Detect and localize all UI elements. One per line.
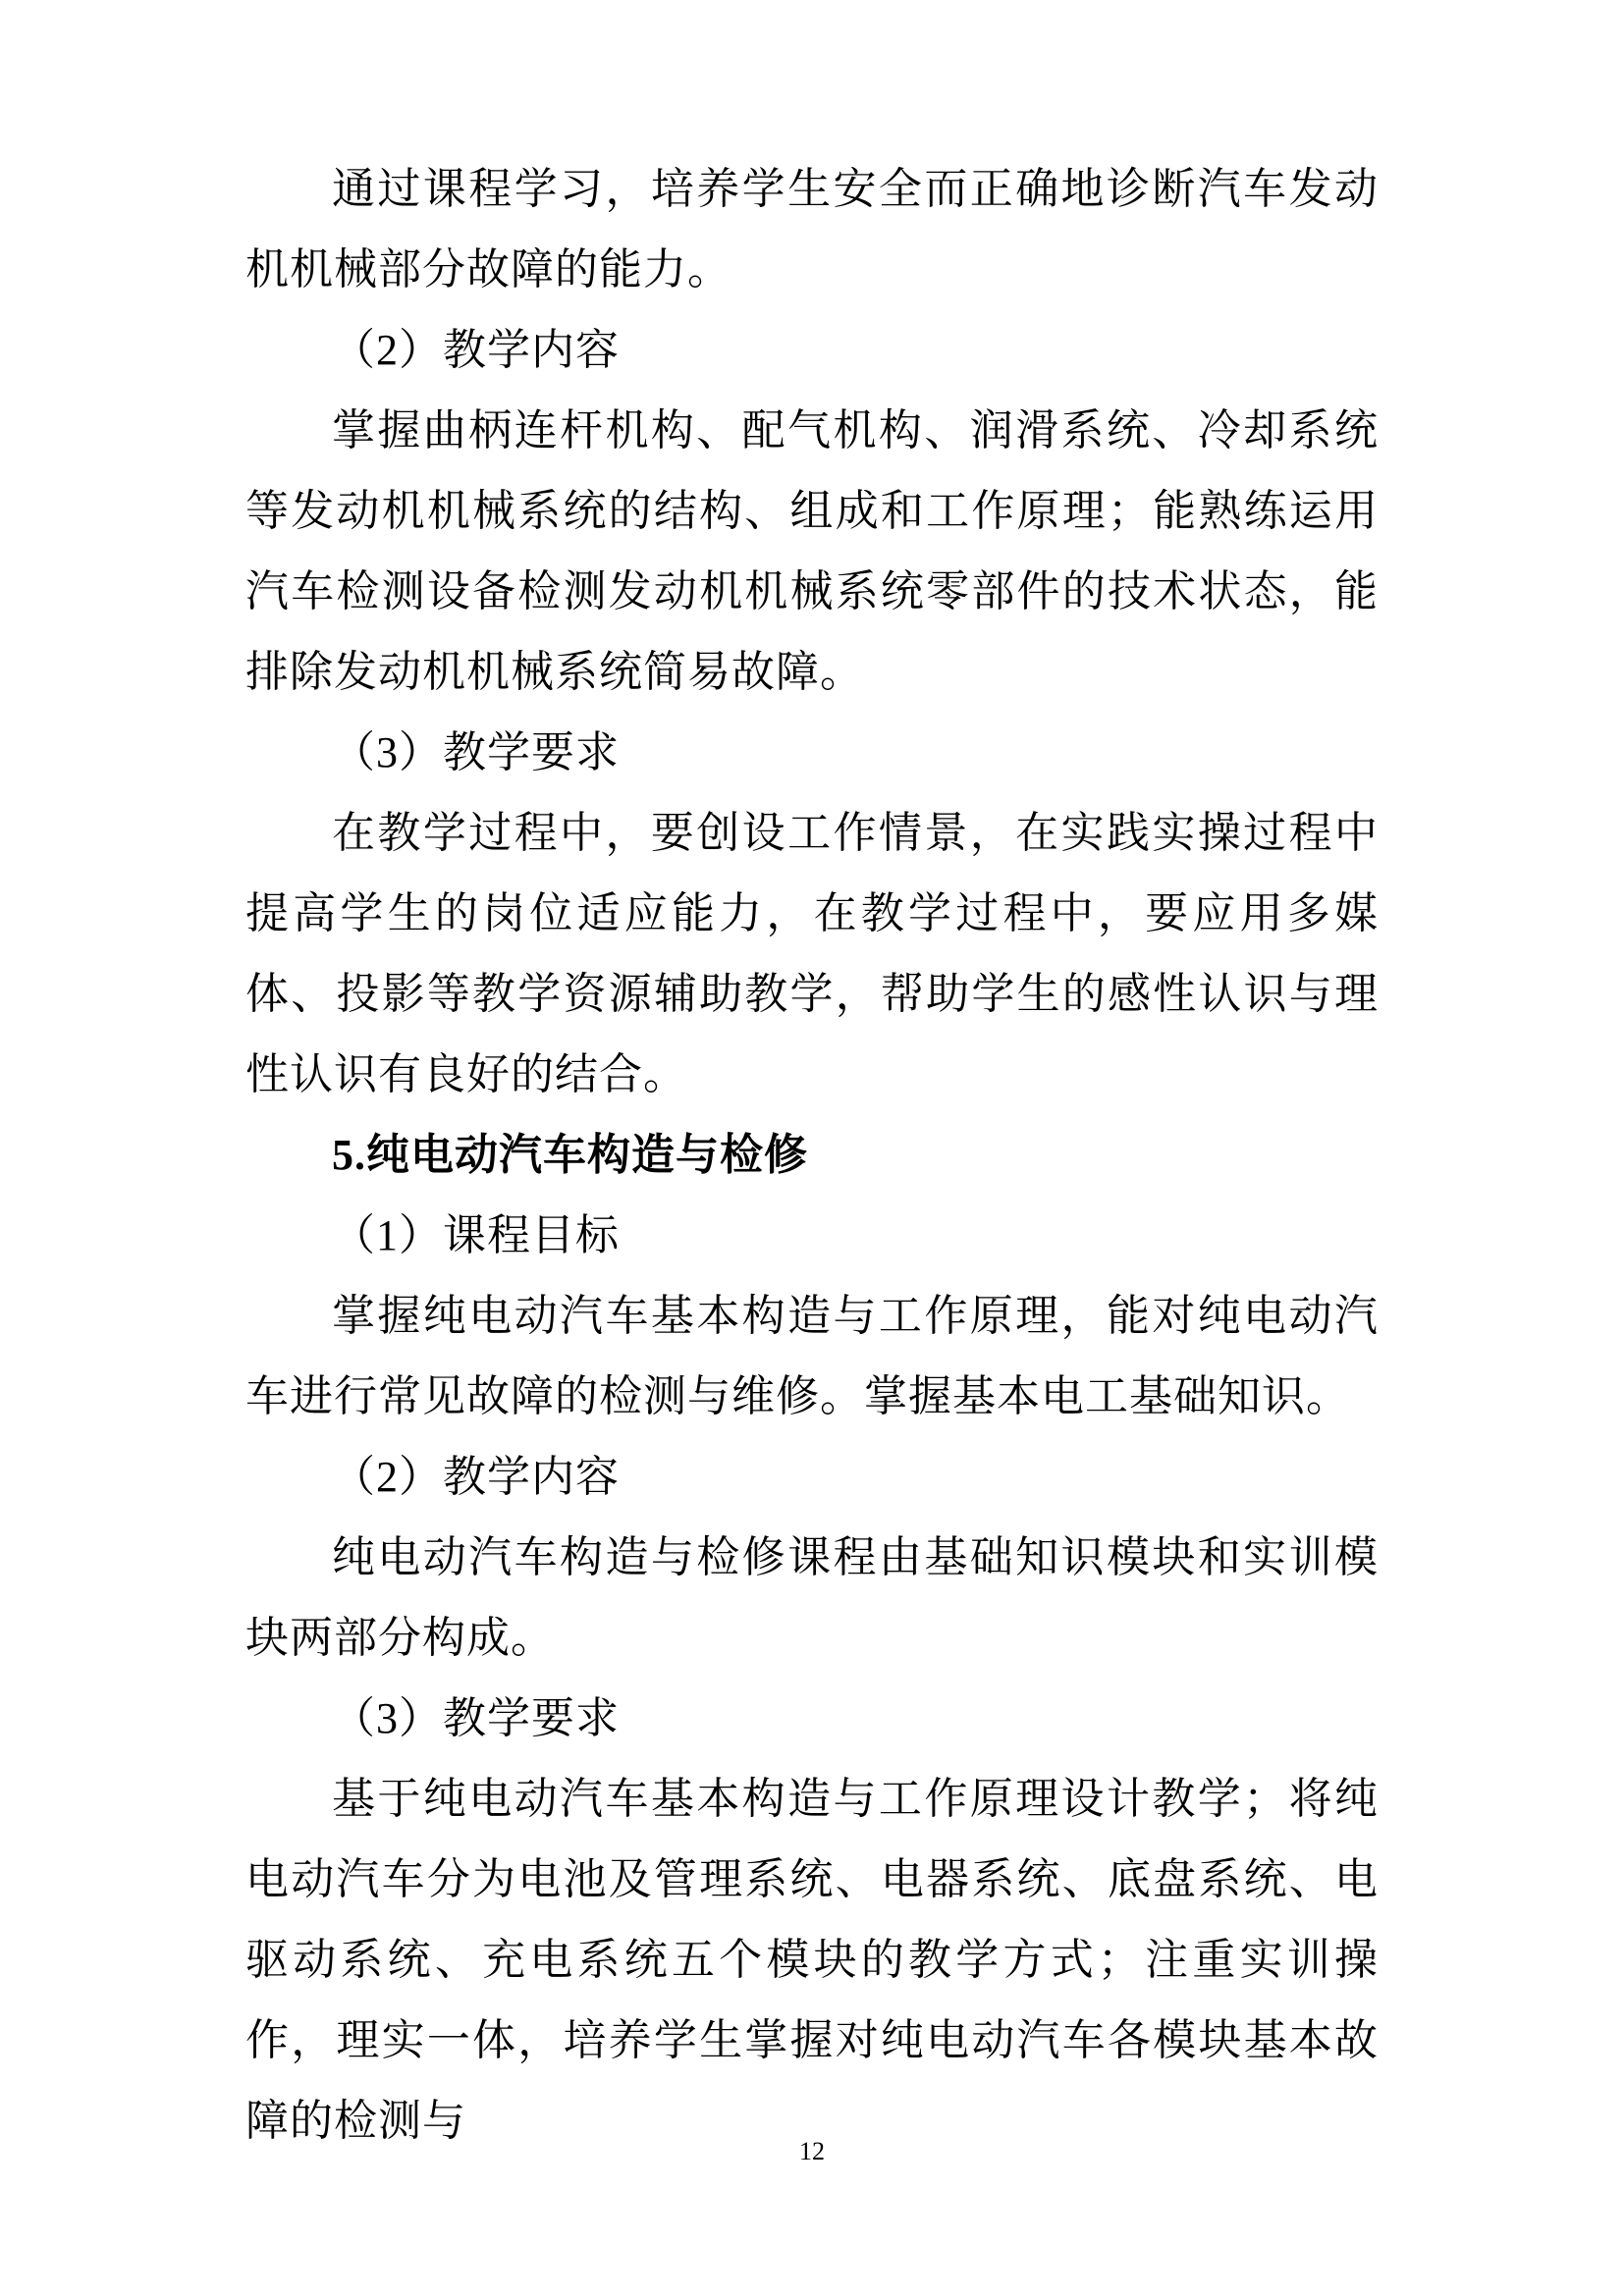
course-heading: 5.纯电动汽车构造与检修 bbox=[332, 1131, 808, 1179]
section-label: （3）教学要求 bbox=[332, 728, 620, 776]
section-label: （3）教学要求 bbox=[332, 1694, 620, 1742]
paragraph: 在教学过程中，要创设工作情景，在实践实操过程中提高学生的岗位适应能力，在教学过程中，要应用多媒体、投影等教学资源辅助教学，帮助学生的感性认识与理性认识有良好的结合。 bbox=[245, 809, 1379, 1098]
section-label: （1）课程目标 bbox=[332, 1211, 620, 1259]
paragraph: 通过课程学习，培养学生安全而正确地诊断汽车发动机机械部分故障的能力。 bbox=[245, 165, 1379, 294]
paragraph: 基于纯电动汽车基本构造与工作原理设计教学；将纯电动汽车分为电池及管理系统、电器系统、底盘系统、电驱动系统、充电系统五个模块的教学方式；注重实训操作，理实一体，培养学生掌握对纯电动汽车各模块基本故障的检测与 bbox=[245, 1775, 1379, 2145]
section-label: （2）教学内容 bbox=[332, 1453, 620, 1501]
section-label: （2）教学内容 bbox=[332, 326, 620, 374]
paragraph: 纯电动汽车构造与检修课程由基础知识模块和实训模块两部分构成。 bbox=[245, 1533, 1379, 1662]
page-number: 12 bbox=[799, 2137, 825, 2165]
paragraph: 掌握纯电动汽车基本构造与工作原理，能对纯电动汽车进行常见故障的检测与维修。掌握基本电工基础知识。 bbox=[245, 1292, 1379, 1420]
paragraph: 掌握曲柄连杆机构、配气机构、润滑系统、冷却系统等发动机机械系统的结构、组成和工作原理；能熟练运用汽车检测设备检测发动机机械系统零部件的技术状态，能排除发动机机械系统简易故障。 bbox=[245, 406, 1379, 696]
document-body bbox=[245, 149, 1379, 2162]
